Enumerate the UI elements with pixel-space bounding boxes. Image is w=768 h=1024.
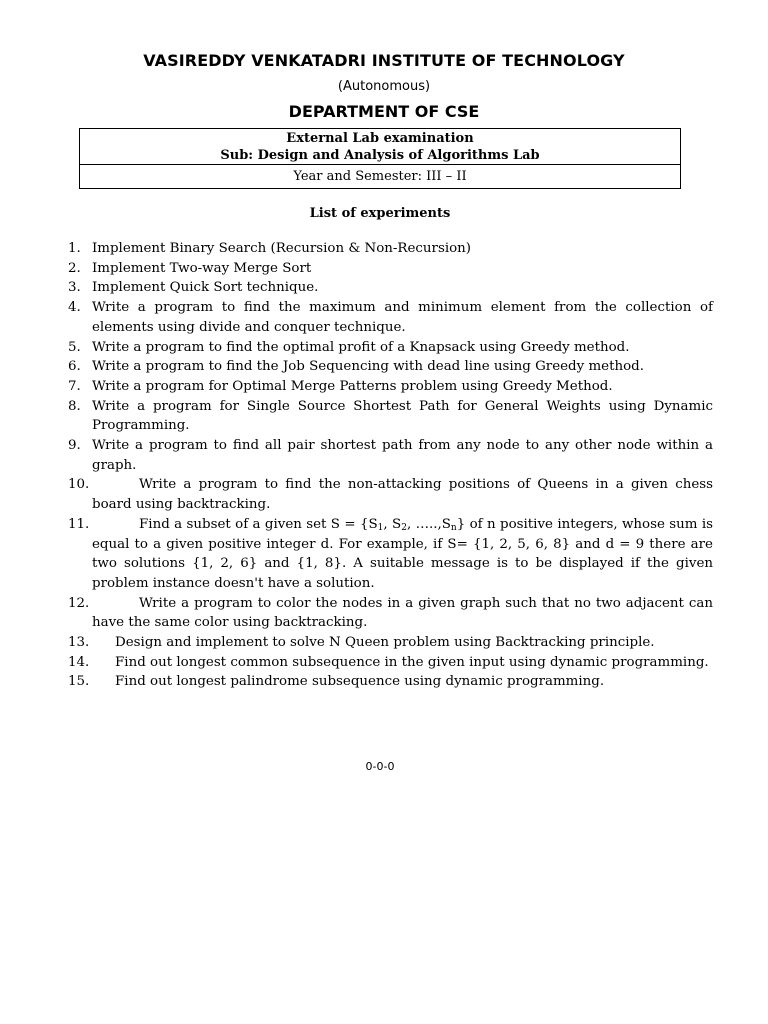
institute-title: VASIREDDY VENKATADRI INSTITUTE OF TECHNOLOGY [143, 51, 625, 70]
experiment-item: 4. Write a program to find the maximum and minimum element from the collection of elements using divide and conquer technique. [68, 300, 713, 335]
experiment-list [68, 239, 713, 692]
end-marker: 0-0-0 [365, 760, 395, 773]
subject-label: Sub: Design and Analysis of Algorithms Lab [220, 148, 540, 163]
year-semester-cell: Year and Semester: III – II [293, 169, 467, 184]
experiment-item: 2. Implement Two-way Merge Sort [68, 260, 312, 276]
list-heading: List of experiments [309, 206, 451, 221]
experiment-item: 1. Implement Binary Search (Recursion & Non-Recursion) [68, 241, 472, 256]
experiment-item: 6. Write a program to find the Job Sequencing with dead line using Greedy method. [68, 359, 644, 375]
experiment-item: 3. Implement Quick Sort technique. [68, 280, 319, 296]
experiment-item: 8. Write a program for Single Source Shortest Path for General Weights using Dynamic Programming. [68, 398, 713, 434]
department-title: DEPARTMENT OF CSE [288, 102, 480, 121]
experiment-item: 11. Find a subset of a given set $S = \{S_1$, $S_2$, $\dots..,S_n$} of n positive integers, whose sum is equal to a given positive integer d. For example, if S= {1, 2, 5, 6, 8} and d = 9 there are two solutions {1, 2, 6} and {1, 8}. A suitable message is to be displayed if the given problem instance doesn't have a solution. [68, 516, 714, 591]
autonomous-label: (Autonomous) [337, 79, 431, 94]
experiment-item: 12. Write a program to color the nodes in a given graph such that no two adjacent can have the same color using backtracking. [68, 595, 713, 631]
experiment-item: 10. Write a program to find the non-attacking positions of Queens in a given chess board using backtracking. [68, 477, 713, 513]
experiment-item: 5. Write a program to find the optimal profit of a Knapsack using Greedy method. [68, 339, 630, 355]
experiment-item: 9. Write a program to find all pair shortest path from any node to any other node within a graph. [68, 438, 713, 473]
experiment-item: 13. Design and implement to solve N Queen problem using Backtracking principle. [68, 635, 655, 651]
experiment-item: 14. Find out longest common subsequence in the given input using dynamic programming. [68, 654, 709, 670]
experiment-item: 15. Find out longest palindrome subsequence using dynamic programming. [68, 674, 605, 690]
exam-info-header-cell [80, 129, 680, 165]
exam-info-table [79, 128, 681, 189]
experiment-item: 7. Write a program for Optimal Merge Patterns problem using Greedy Method. [68, 378, 613, 394]
exam-type-label: External Lab examination [286, 131, 474, 146]
